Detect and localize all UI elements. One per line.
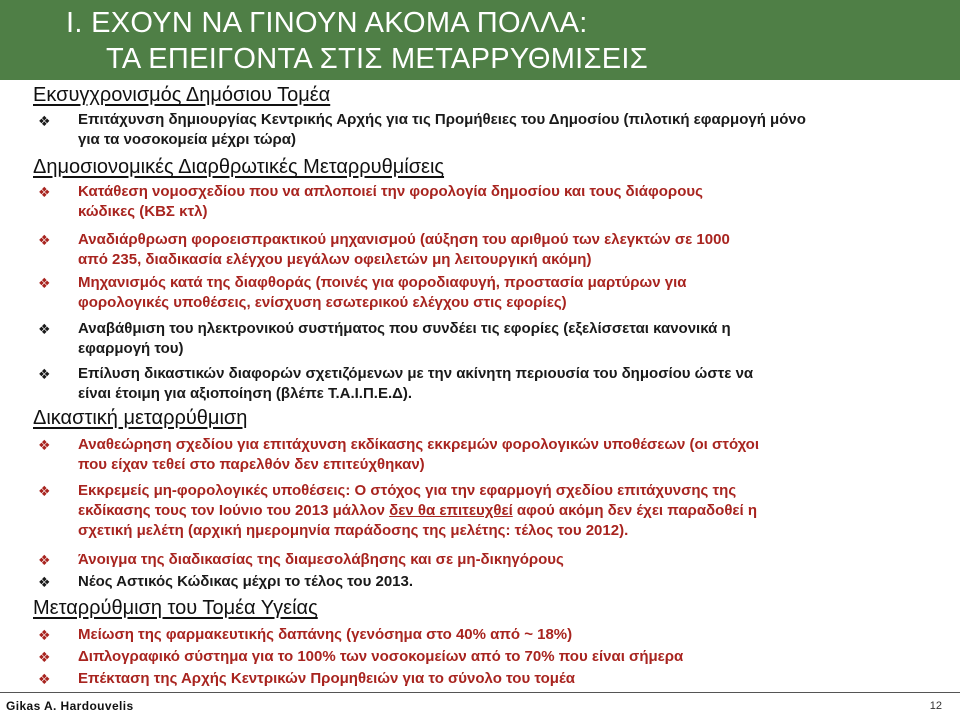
bullet-icon: ❖ — [38, 366, 51, 382]
footer-divider — [0, 692, 960, 693]
slide-title-line-2: ΤΑ ΕΠΕΙΓΟΝΤΑ ΣΤΙΣ ΜΕΤΑΡΡΥΘΜΙΣΕΙΣ — [106, 43, 648, 75]
page-number: 12 — [929, 700, 942, 712]
bullet-icon: ❖ — [38, 232, 51, 248]
section-heading-fiscal-reforms: Δημοσιονομικές Διαρθρωτικές Μεταρρυθμίσεις — [33, 156, 445, 178]
list-item: Αναθεώρηση σχεδίου για επιτάχυνση εκδίκασης εκκρεμών φορολογικών υποθέσεων (οι στόχοι που είχαν τεθεί στο παρελθόν δεν επιτεύχθηκαν) — [78, 436, 760, 473]
list-item: Διπλογραφικό σύστημα για το 100% των νοσοκομείων από το 70% που είναι σήμερα — [78, 648, 684, 665]
bullet-icon: ❖ — [38, 483, 51, 499]
list-item: Επίλυση δικαστικών διαφορών σχετιζόμενων με την ακίνητη περιουσία του δημοσίου ώστε να είναι έτοιμη για αξιοποίηση (βλέπε Τ.Α.Ι.Π.Ε.Δ). — [78, 365, 754, 402]
bullet-icon: ❖ — [38, 321, 51, 337]
bullet-icon: ❖ — [38, 552, 51, 568]
list-item: Επέκταση της Αρχής Κεντρικών Προμηθειών για το σύνολο του τομέα — [78, 670, 575, 687]
bullet-icon: ❖ — [38, 275, 51, 291]
bullet-icon: ❖ — [38, 671, 51, 687]
list-item: Μηχανισμός κατά της διαφθοράς (ποινές για φοροδιαφυγή, προστασία μαρτύρων για φορολογικές υποθέσεις, ενίσχυση εσωτερικού ελέγχου στις εφορίες) — [78, 274, 687, 311]
section-heading-judicial-reform: Δικαστική μεταρρύθμιση — [33, 407, 248, 429]
bullet-icon: ❖ — [38, 184, 51, 200]
list-item: Αναδιάρθρωση φοροεισπρακτικού μηχανισμού (αύξηση του αριθμού των ελεγκτών σε 1000 από 235, διαδικασία ελέγχου μεγάλων οφειλετών μη λειτουργική ακόμη) — [78, 231, 730, 268]
list-item: Επιτάχυνση δημιουργίας Κεντρικής Αρχής για τις Προμήθειες του Δημοσίου (πιλοτική εφαρμογή μόνο για τα νοσοκομεία μέχρι τώρα) — [78, 111, 806, 148]
bullet-icon: ❖ — [38, 437, 51, 453]
bullet-icon: ❖ — [38, 113, 51, 129]
section-heading-health-reform: Μεταρρύθμιση του Τομέα Υγείας — [33, 597, 318, 619]
title-bar — [0, 0, 960, 80]
underlined-phrase: δεν θα επιτευχθεί — [389, 502, 513, 519]
bullet-icon: ❖ — [38, 574, 51, 590]
footer-author: Gikas A. Hardouvelis — [6, 699, 134, 713]
list-item: Άνοιγμα της διαδικασίας της διαμεσολάβησης και σε μη-δικηγόρους — [78, 551, 564, 568]
bullet-icon: ❖ — [38, 649, 51, 665]
section-heading-public-sector: Εκσυγχρονισμός Δημόσιου Τομέα — [33, 84, 331, 106]
bullet-icon: ❖ — [38, 627, 51, 643]
list-item: Εκκρεμείς μη-φορολογικές υποθέσεις: Ο στόχος για την εφαρμογή σχεδίου επιτάχυνσης της εκδίκασης τους τον Ιούνιο του 2013 μάλλον δεν θα επιτευχθεί αφού ακόμη δεν έχει παραδοθεί η σχετική μελέτη (αρχική ημερομηνία παράδοσης της μελέτης: τέλος του 2012). — [78, 482, 758, 539]
list-item: Μείωση της φαρμακευτικής δαπάνης (γενόσημα στο 40% από ~ 18%) — [78, 626, 573, 643]
list-item: Νέος Αστικός Κώδικας μέχρι το τέλος του 2013. — [78, 573, 414, 590]
list-item: Κατάθεση νομοσχεδίου που να απλοποιεί την φορολογία δημοσίου και τους διάφορους κώδικες (ΚΒΣ κτλ) — [78, 183, 703, 220]
slide-title-line-1: I. ΕΧΟΥΝ ΝΑ ΓΙΝΟΥΝ ΑΚΟΜΑ ΠΟΛΛΑ: — [66, 7, 588, 39]
list-item: Αναβάθμιση του ηλεκτρονικού συστήματος που συνδέει τις εφορίες (εξελίσσεται κανονικά η εφαρμογή του) — [78, 320, 731, 357]
